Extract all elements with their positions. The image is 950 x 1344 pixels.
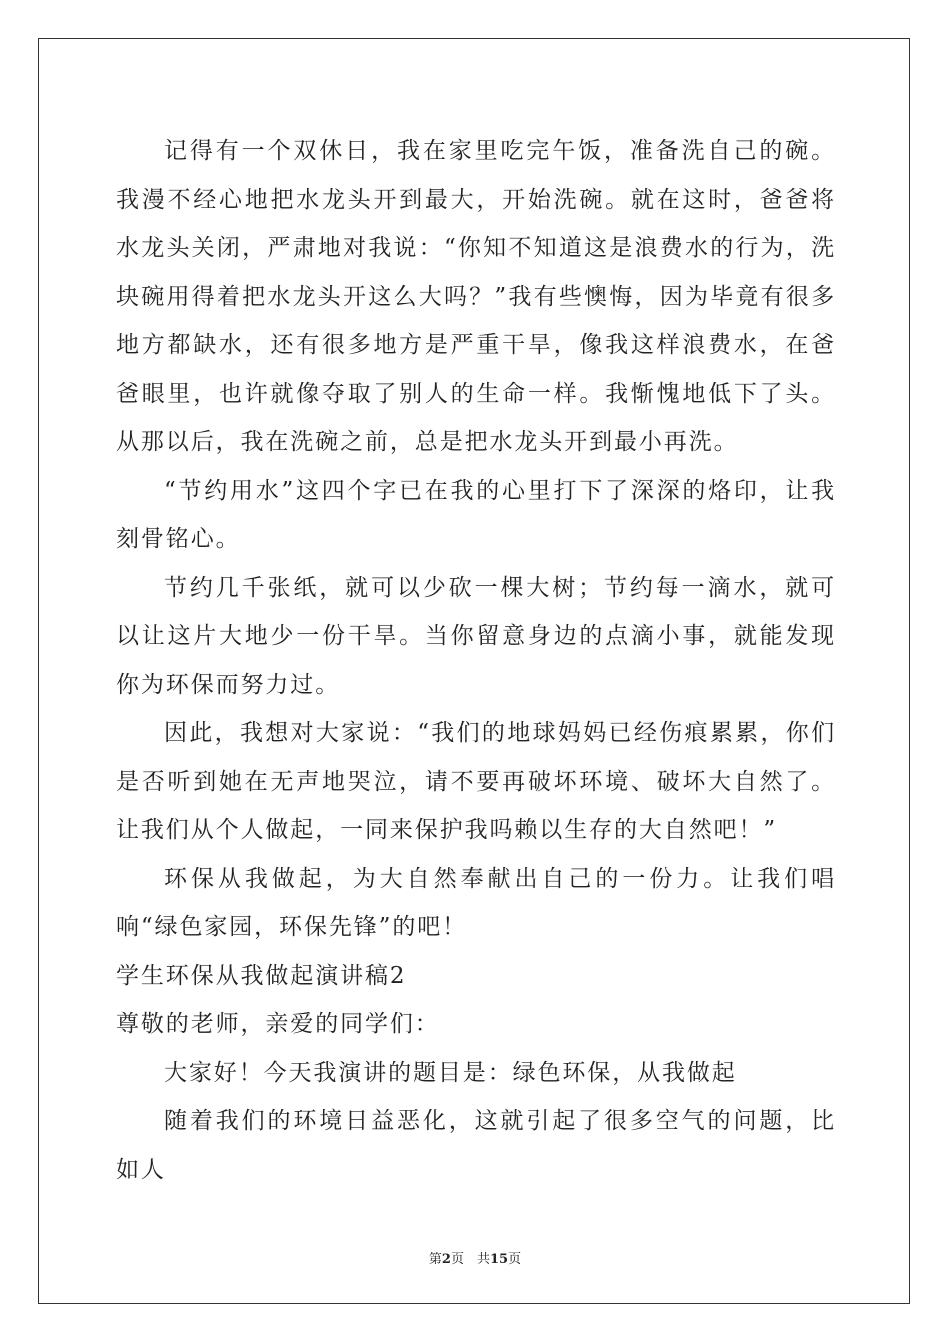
current-page-number: 2 [441,1252,451,1267]
total-pages-number: 15 [489,1252,509,1267]
paragraph: “节约用水”这四个字已在我的心里打下了深深的烙印，让我刻骨铭心。 [116,477,836,552]
footer-prefix: 第 [428,1252,442,1267]
page-footer [0,1248,950,1267]
paragraph: 环保从我做起，为大自然奉献出自己的一份力。让我们唱响“绿色家园，环保先锋”的吧！ [116,865,836,940]
paragraph: 大家好！今天我演讲的题目是：绿色环保，从我做起 [164,1059,737,1086]
footer-middle: 页 共 [450,1252,490,1267]
footer-suffix: 页 [508,1252,522,1267]
document-body [116,127,836,1194]
paragraph: 因此，我想对大家说：“我们的地球妈妈已经伤痕累累，你们是否听到她在无声地哭泣，请不要再破坏环境、破坏大自然了。让我们从个人做起，一同来保护我吗赖以生存的大自然吧！” [116,720,836,843]
paragraph: 随着我们的环境日益恶化，这就引起了很多空气的问题，比如人 [116,1108,836,1183]
paragraph: 节约几千张纸，就可以少砍一棵大树；节约每一滴水，就可以让这片大地少一份干旱。当你留意身边的点滴小事，就能发现你为环保而努力过。 [116,574,836,698]
salutation: 尊敬的老师，亲爱的同学们： [116,1011,440,1037]
paragraph: 记得有一个双休日，我在家里吃完午饭，准备洗自己的碗。我漫不经心地把水龙头开到最大，开始洗碗。就在这时，爸爸将水龙头关闭，严肃地对我说：“你知不知道这是浪费水的行为，洗块碗用得着把水龙头开这么大吗？”我有些懊悔，因为毕竟有很多地方都缺水，还有很多地方是严重干旱，像我这样浪费水，在爸爸眼里，也许就像夺取了别人的生命一样。我惭愧地低下了头。从那以后，我在洗碗之前，总是把水龙头开到最小再洗。 [116,138,836,455]
section-title: 学生环保从我做起演讲稿2 [116,962,407,989]
